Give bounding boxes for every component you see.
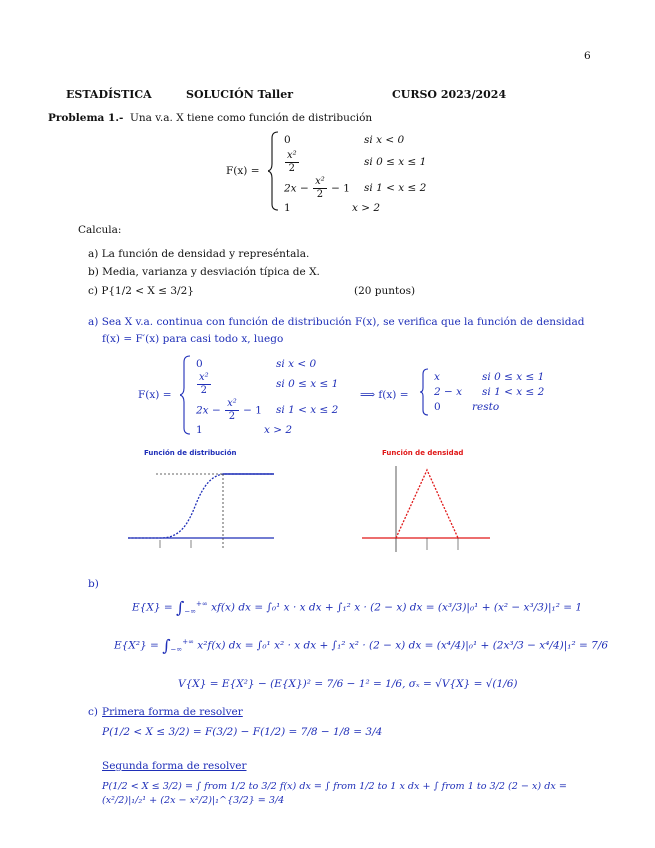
first-method-eq: P(1/2 < X ≤ 3/2) = F(3/2) − F(1/2) = 7/8 − 1/8 = 3/4	[102, 726, 383, 738]
f-piece-cond-1: si 1 < x ≤ 2	[482, 386, 545, 398]
F2-piece-expr-1: $\frac{\text{x²}}{2}$	[199, 372, 209, 396]
cdf-curve	[128, 474, 274, 538]
calcula-label: Calcula:	[78, 224, 122, 236]
solution-c-label: c)	[88, 706, 98, 718]
chart-left-title: Función de distribución	[144, 449, 237, 457]
f-piece-expr-1: 2 − x	[434, 386, 463, 398]
ex2-rest: x²f(x) dx = ∫₀¹ x² · x dx + ∫₁² x² · (2 − x) dx = (x⁴/4)|₀¹ + (2x³/3 − x⁴/4)|₁² = 7/6	[197, 639, 609, 652]
solution-b-label: b)	[88, 578, 99, 590]
F-piece-cond-0: si x < 0	[364, 134, 405, 146]
F2-piece-expr-2: 2x − $\frac{\text{x²}}{2}$ − 1	[196, 398, 262, 422]
variance-line: V{X} = E{X²} − (E{X})² = 7/6 − 1² = 1/6, σₓ = √V{X} = √(1/6)	[178, 678, 518, 690]
problem-label: Problema 1.-	[48, 112, 124, 124]
f-piece-expr-0: x	[434, 371, 440, 383]
page-number: 6	[584, 50, 591, 62]
item-c: c) P{1/2 < X ≤ 3/2}	[88, 285, 194, 297]
solution-a-line1: a) Sea X v.a. continua con función de distribución F(x), se verifica que la función de densidad	[88, 316, 585, 328]
implies-f: ⟹ f(x) =	[360, 389, 409, 401]
item-a: a) La función de densidad y represéntala.	[88, 248, 310, 260]
ex-rest: xf(x) dx = ∫₀¹ x · x dx + ∫₁² x · (2 − x) dx = (x³/3)|₀¹ + (x² − x³/3)|₁² = 1	[211, 601, 583, 614]
points: (20 puntos)	[354, 285, 416, 297]
chart-right-title: Función de densidad	[382, 449, 464, 457]
F-lhs: F(x) =	[226, 165, 260, 177]
left-brace-icon	[268, 130, 280, 212]
solution-a-line2: f(x) = F′(x) para casi todo x, luego	[102, 333, 284, 345]
f-piece-cond-2: resto	[472, 401, 500, 413]
expectation-line: $E\{X\} = \int_{-\infty}^{+\infty}$ xf(x) dx = ∫₀¹ x · x dx + ∫₁² x · (2 − x) dx = (x³/3)|₀¹ + (x² − x³/3)|₁² = 1	[132, 598, 583, 617]
first-method-title: Primera forma de resolver	[102, 706, 243, 718]
second-method-title: Segunda forma de resolver	[102, 760, 247, 772]
pdf-triangle	[396, 470, 458, 538]
F-piece-cond-3: x > 2	[352, 202, 381, 214]
left-brace-icon	[420, 368, 430, 416]
F-piece-cond-2: si 1 < x ≤ 2	[364, 182, 427, 194]
ex-lhs: E{X} =	[132, 601, 173, 614]
solution-a-equations	[138, 354, 578, 438]
ex2-lhs: E{X²} =	[114, 639, 159, 652]
F-piece-expr-3: 1	[284, 202, 291, 214]
f-piece-cond-0: si 0 ≤ x ≤ 1	[482, 371, 545, 383]
F2-piece-cond-3: x > 2	[264, 424, 293, 436]
F-piece-expr-1: $\frac{\text{x²}}{2}$	[287, 150, 297, 174]
F2-piece-expr-0: 0	[196, 358, 203, 370]
problem-statement	[48, 112, 372, 124]
header-doc: SOLUCIÓN Taller	[186, 88, 294, 101]
F-piece-expr-2: 2x − $\frac{\text{x²}}{2}$ − 1	[284, 176, 350, 200]
F2-piece-cond-2: si 1 < x ≤ 2	[276, 404, 339, 416]
F-piece-expr-0: 0	[284, 134, 291, 146]
problem-text: Una v.a. X tiene como función de distribución	[130, 112, 373, 124]
f-piece-expr-2: 0	[434, 401, 441, 413]
second-method-eq: P(1/2 < X ≤ 3/2) = ∫ from 1/2 to 3/2 f(x) dx = ∫ from 1/2 to 1 x dx + ∫ from 1 to 3/2 (2 − x) dx = (x²/2)|₁/₂¹ + (2x − x²/2)|₁^{3/2} = 3/4	[102, 781, 567, 806]
header-subject: ESTADÍSTICA	[66, 88, 152, 101]
item-b: b) Media, varianza y desviación típica de X.	[88, 266, 320, 278]
F2-piece-expr-3: 1	[196, 424, 203, 436]
F2-piece-cond-1: si 0 ≤ x ≤ 1	[276, 378, 339, 390]
density-chart	[362, 462, 492, 552]
distribution-chart	[126, 462, 276, 552]
F2-piece-cond-0: si x < 0	[276, 358, 317, 370]
F-lhs-2: F(x) =	[138, 389, 172, 401]
second-moment-line: $E\{X^2\} = \int_{-\infty}^{+\infty}$ x²f(x) dx = ∫₀¹ x² · x dx + ∫₁² x² · (2 − x) dx = (x⁴/4)|₀¹ + (2x³/3 − x⁴/4)|₁² = 7/6	[114, 636, 609, 655]
distribution-function-piecewise	[226, 130, 466, 214]
F-piece-cond-1: si 0 ≤ x ≤ 1	[364, 156, 427, 168]
header-course: CURSO 2023/2024	[392, 88, 507, 101]
left-brace-icon	[180, 354, 192, 436]
